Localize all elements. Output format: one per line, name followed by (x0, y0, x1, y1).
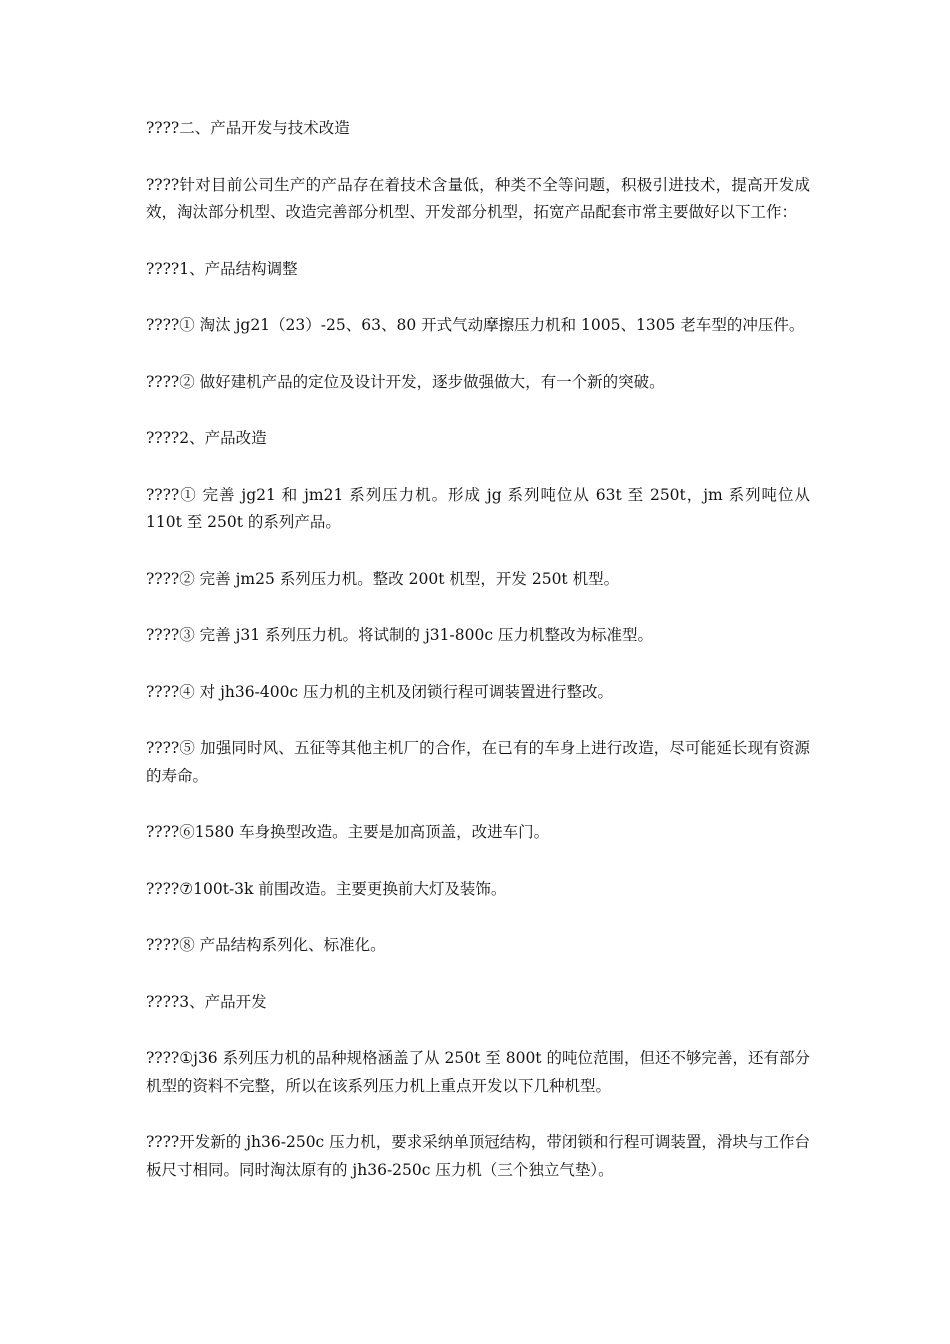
subsection-heading-structure: ????1、产品结构调整 (146, 259, 298, 278)
list-item: ????② 完善 jm25 系列压力机。整改 200t 机型，开发 250t 机型。 (146, 569, 620, 588)
list-item: ????② 做好建机产品的定位及设计开发，逐步做强做大，有一个新的突破。 (146, 372, 665, 391)
list-item: ????① 淘汰 jg21（23）-25、63、80 开式气动摩擦压力机和 1005、1305 老车型的冲压件。 (146, 316, 805, 334)
list-item: ????⑤ 加强同时风、五征等其他主机厂的合作，在已有的车身上进行改造，尽可能延长现有资源的寿命。 (146, 739, 810, 785)
list-item: ????①j36 系列压力机的品种规格涵盖了从 250t 至 800t 的吨位范围，但还不够完善，还有部分机型的资料不完整，所以在该系列压力机上重点开发以下几种机型。 (146, 1049, 810, 1095)
subsection-heading-reform: ????2、产品改造 (146, 429, 267, 447)
list-item: ????⑥1580 车身换型改造。主要是加高顶盖，改进车门。 (146, 823, 550, 841)
list-item: ????⑦100t-3k 前围改造。主要更换前大灯及装饰。 (146, 879, 507, 898)
subsection-heading-development: ????3、产品开发 (146, 992, 267, 1011)
list-item: ????③ 完善 j31 系列压力机。将试制的 j31-800c 压力机整改为标准型。 (146, 626, 653, 644)
body-paragraph: ????开发新的 jh36-250c 压力机，要求采纳单顶冠结构，带闭锁和行程可调装置，滑块与工作台板尺寸相同。同时淘汰原有的 jh36-250c 压力机（三个独立气垫）。 (146, 1133, 810, 1179)
section-heading: ????二、产品开发与技术改造 (146, 119, 350, 137)
list-item: ????④ 对 jh36-400c 压力机的主机及闭锁行程可调装置进行整改。 (146, 682, 614, 701)
list-item: ????① 完善 jg21 和 jm21 系列压力机。形成 jg 系列吨位从 63t 至 250t，jm 系列吨位从 110t 至 250t 的系列产品。 (146, 485, 815, 531)
list-item: ????⑧ 产品结构系列化、标准化。 (146, 936, 386, 954)
document-body (146, 115, 815, 1213)
intro-paragraph: ????针对目前公司生产的产品存在着技术含量低，种类不全等问题，积极引进技术，提高开发成效，淘汰部分机型、改造完善部分机型、开发部分机型，拓宽产品配套市常主要做好以下工作： (146, 175, 810, 221)
